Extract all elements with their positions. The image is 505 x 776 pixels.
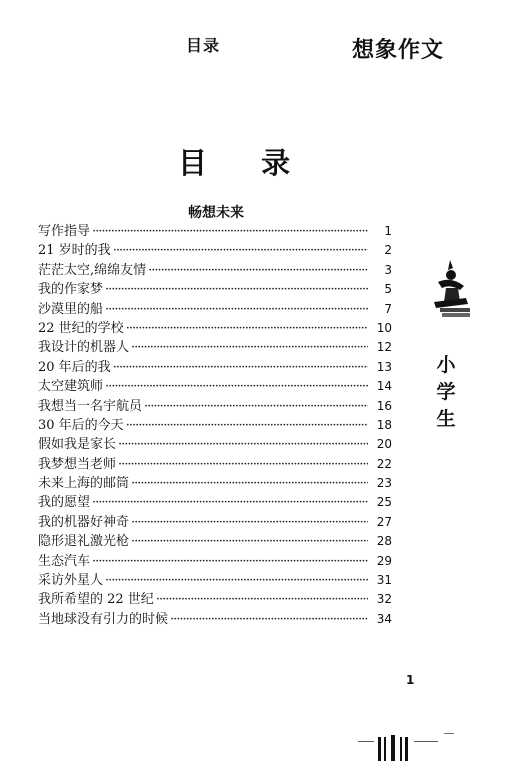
toc-entry[interactable] [38, 338, 392, 357]
toc-entry-page: 18 [376, 417, 392, 432]
toc-entry-title: 我想当一名宇航员 [38, 398, 143, 414]
barcode-mark [358, 733, 460, 761]
dot-leader [148, 261, 368, 280]
toc-entry-title: 当地球没有引力的时候 [38, 611, 169, 627]
toc-entry-page: 1 [384, 224, 392, 238]
toc-entry-page: 23 [376, 476, 392, 491]
toc-entry-title: 21 岁时的我 [38, 243, 111, 259]
section-heading: 畅想未来 [188, 205, 244, 221]
toc-entry-title: 沙漠里的船 [38, 301, 104, 317]
dot-leader [170, 610, 368, 629]
toc-entry-page: 7 [384, 301, 392, 316]
toc-entry[interactable] [38, 377, 392, 396]
toc-entry[interactable] [38, 300, 392, 319]
toc-entry-title: 隐形退礼激光枪 [38, 534, 130, 550]
toc-entry-page: 10 [376, 320, 392, 335]
toc-entry[interactable] [38, 552, 392, 571]
header-section-label: 目录 [186, 36, 221, 55]
dot-leader [126, 319, 368, 338]
toc-entry[interactable] [38, 241, 392, 260]
toc-entry-page: 27 [376, 514, 392, 529]
toc-entry-page: 14 [376, 379, 392, 394]
toc-entry-page: 32 [376, 592, 392, 607]
dot-leader [156, 590, 368, 609]
toc-entry-page: 25 [376, 495, 392, 510]
vertical-series-label [432, 352, 460, 433]
vertical-char: 生 [436, 408, 456, 430]
dot-leader [105, 300, 368, 319]
toc-entry-title: 茫茫太空,绵绵友情 [38, 262, 147, 278]
toc-entry[interactable] [38, 280, 392, 299]
toc-entry-page: 5 [384, 282, 392, 297]
toc-entry-page: 28 [376, 534, 392, 549]
toc-entry-title: 22 世纪的学校 [38, 320, 124, 336]
table-of-contents [38, 222, 392, 629]
toc-entry[interactable] [38, 610, 392, 629]
page-title: 目 录 [178, 146, 313, 180]
dot-leader [92, 552, 368, 571]
toc-entry[interactable] [38, 532, 392, 551]
toc-entry-title: 30 年后的今天 [38, 417, 124, 433]
dot-leader [105, 571, 368, 590]
toc-entry-page: 13 [376, 359, 392, 374]
toc-entry-title: 20 年后的我 [38, 359, 111, 375]
book-title: 想象作文 [352, 38, 445, 63]
toc-entry[interactable] [38, 222, 392, 241]
dot-leader [131, 338, 368, 357]
toc-entry-title: 假如我是家长 [38, 437, 117, 453]
toc-entry-page: 12 [376, 340, 392, 355]
toc-entry-page: 34 [376, 611, 392, 626]
toc-entry-page: 22 [376, 456, 392, 471]
toc-entry[interactable] [38, 416, 392, 435]
dot-leader [113, 358, 368, 377]
dot-leader [126, 416, 368, 435]
dot-leader [131, 474, 368, 493]
dot-leader [105, 280, 368, 299]
toc-entry-title: 我的机器好神奇 [38, 514, 130, 530]
toc-entry[interactable] [38, 513, 392, 532]
toc-entry-title: 未来上海的邮筒 [38, 476, 130, 492]
dot-leader [118, 455, 368, 474]
dot-leader [113, 241, 368, 260]
toc-entry-title: 我设计的机器人 [38, 340, 130, 356]
dot-leader [131, 513, 368, 532]
toc-entry[interactable] [38, 493, 392, 512]
toc-entry[interactable] [38, 590, 392, 609]
toc-entry[interactable] [38, 474, 392, 493]
toc-entry[interactable] [38, 397, 392, 416]
toc-entry-page: 31 [376, 573, 392, 588]
toc-entry-page: 3 [384, 262, 392, 277]
dot-leader [105, 377, 368, 396]
dot-leader [92, 493, 368, 512]
toc-entry-title: 采访外星人 [38, 573, 104, 589]
dot-leader [131, 532, 368, 551]
dot-leader [118, 435, 368, 454]
toc-entry[interactable] [38, 435, 392, 454]
toc-entry[interactable] [38, 455, 392, 474]
toc-entry-page: 2 [384, 243, 392, 258]
toc-entry-title: 写作指导 [38, 224, 91, 239]
dot-leader [92, 222, 368, 241]
toc-entry[interactable] [38, 571, 392, 590]
vertical-char: 学 [436, 381, 456, 403]
toc-entry-title: 生态汽车 [38, 553, 91, 569]
toc-entry-page: 20 [376, 437, 392, 452]
page-number: 1 [406, 673, 415, 687]
toc-entry-page: 16 [376, 398, 392, 413]
vertical-char: 小 [436, 354, 456, 376]
toc-entry[interactable] [38, 358, 392, 377]
dot-leader [144, 397, 368, 416]
toc-entry-page: 29 [376, 553, 392, 568]
toc-entry[interactable] [38, 261, 392, 280]
toc-entry-title: 太空建筑师 [38, 379, 104, 395]
toc-entry-title: 我所希望的 22 世纪 [38, 592, 154, 608]
toc-entry[interactable] [38, 319, 392, 338]
toc-entry-title: 我的作家梦 [38, 282, 104, 298]
toc-entry-title: 我的愿望 [38, 495, 91, 511]
reading-child-illustration [430, 258, 472, 320]
toc-entry-title: 我梦想当老师 [38, 456, 117, 472]
